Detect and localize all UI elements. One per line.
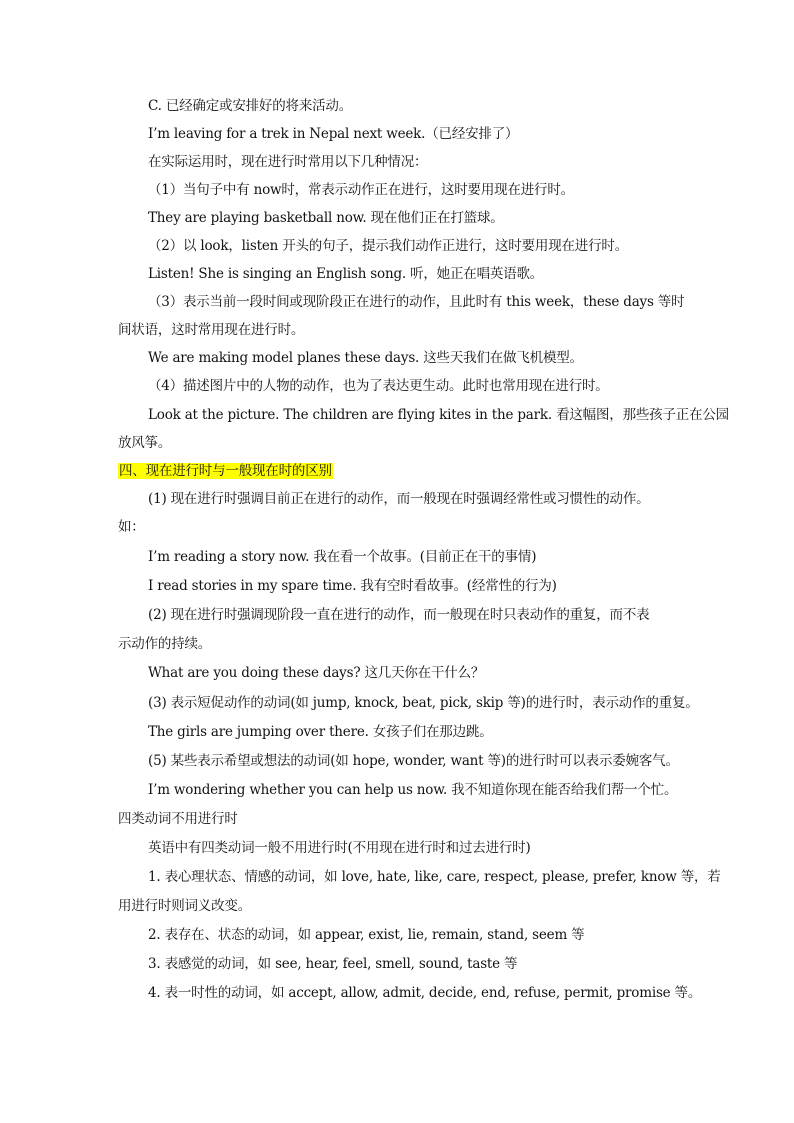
text-line: C. 已经确定或安排好的将来活动。: [148, 98, 353, 114]
text-line: （2）以 look，listen 开头的句子，提示我们动作正进行，这时要用现在进行时。: [148, 238, 628, 254]
text-line: I’m reading a story now. 我在看一个故事。(目前正在干的事情): [148, 549, 537, 565]
text-line: 示动作的持续。: [118, 636, 212, 652]
text-line: I’m wondering whether you can help us now. 我不知道你现在能否给我们帮一个忙。: [148, 782, 678, 798]
text-line: （1）当句子中有 now时，常表示动作正在进行，这时要用现在进行时。: [148, 182, 574, 198]
text-line: I’m leaving for a trek in Nepal next week.（已经安排了）: [148, 126, 519, 142]
text-line: 用进行时则词义改变。: [118, 898, 251, 914]
text-line: (3) 表示短促动作的动词(如 jump, knock, beat, pick, skip 等)的进行时，表示动作的重复。: [148, 695, 699, 711]
text-line: Listen! She is singing an English song. 听，她正在唱英语歌。: [148, 266, 544, 282]
text-line: (5) 某些表示希望或想法的动词(如 hope, wonder, want 等)的进行时可以表示委婉客气。: [148, 753, 679, 769]
text-line: 英语中有四类动词一般不用进行时(不用现在进行时和过去进行时): [148, 840, 531, 856]
text-line: （4）描述图片中的人物的动作，也为了表达更生动。此时也常用现在进行时。: [148, 378, 609, 394]
text-line: 2. 表存在、状态的动词，如 appear, exist, lie, remain, stand, seem 等: [148, 927, 585, 943]
subheading: 四类动词不用进行时: [118, 811, 238, 827]
text-line: 在实际运用时，现在进行时常用以下几种情况：: [148, 154, 428, 170]
text-line: The girls are jumping over there. 女孩子们在那边跳。: [148, 724, 493, 740]
text-line: Look at the picture. The children are flying kites in the park. 看这幅图，那些孩子正在公园: [148, 407, 729, 423]
text-line: 4. 表一时性的动词，如 accept, allow, admit, decide, end, refuse, permit, promise 等。: [148, 985, 702, 1001]
text-line: We are making model planes these days. 这些天我们在做飞机模型。: [148, 350, 583, 366]
text-line: 1. 表心理状态、情感的动词，如 love, hate, like, care, respect, please, prefer, know 等，若: [148, 869, 721, 885]
text-line: 3. 表感觉的动词，如 see, hear, feel, smell, sound, taste 等: [148, 956, 518, 972]
section-heading: [118, 462, 333, 480]
text-line: What are you doing these days? 这几天你在干什么？: [148, 665, 485, 681]
text-line: (2) 现在进行时强调现阶段一直在进行的动作，而一般现在时只表动作的重复，而不表: [148, 607, 650, 623]
section-heading-text: 四、现在进行时与一般现在时的区别: [119, 463, 332, 479]
text-line: 放风筝。: [118, 435, 172, 451]
text-line: 间状语，这时常用现在进行时。: [118, 322, 305, 338]
text-line: (1) 现在进行时强调目前正在进行的动作，而一般现在时强调经常性或习惯性的动作。: [148, 491, 650, 507]
text-line: They are playing basketball now. 现在他们正在打篮球。: [148, 210, 504, 226]
text-line: I read stories in my spare time. 我有空时看故事。(经常性的行为): [148, 578, 557, 594]
text-line: 如：: [118, 519, 145, 535]
text-line: （3）表示当前一段时间或现阶段正在进行的动作，且此时有 this week，these days 等时: [148, 294, 685, 310]
